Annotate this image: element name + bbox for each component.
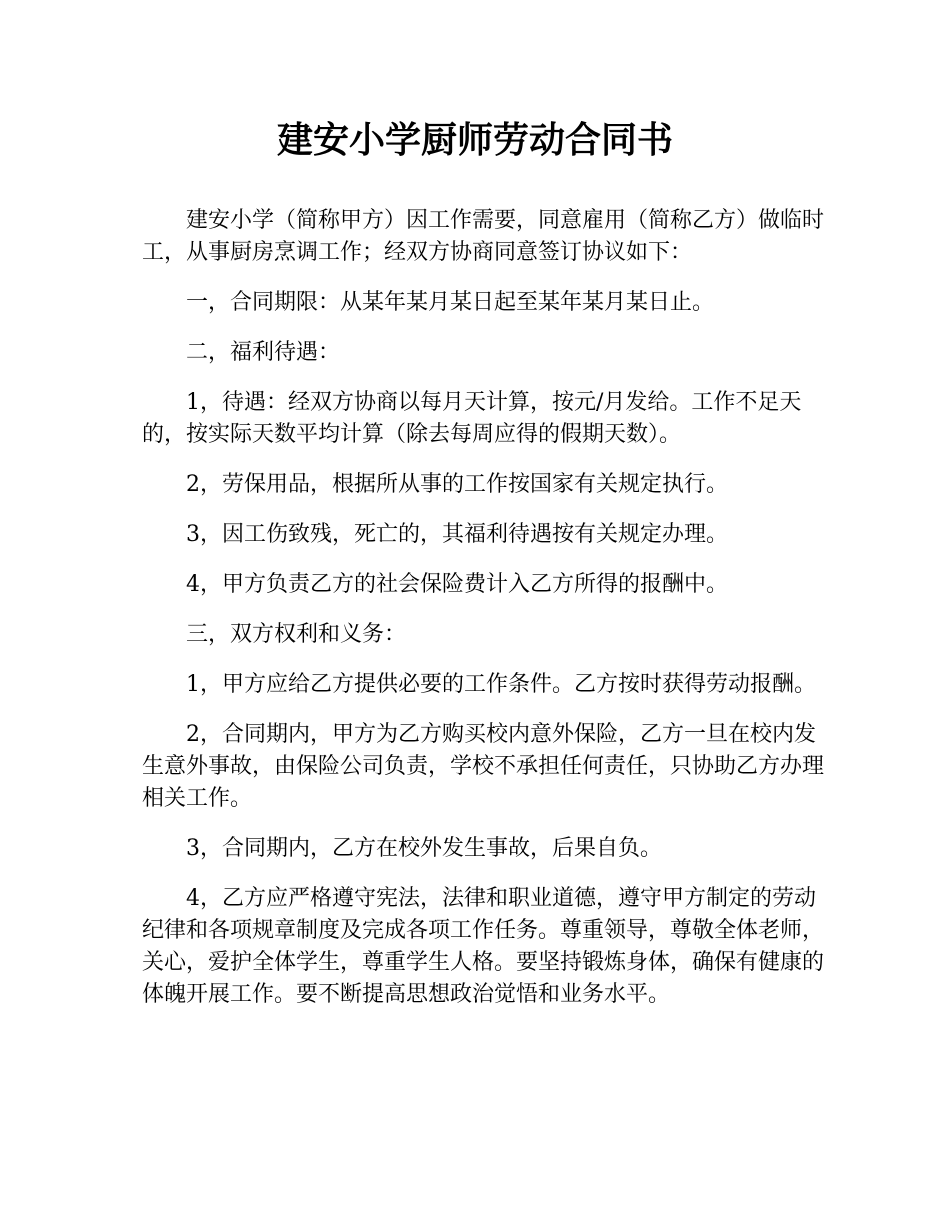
- paragraph-intro: 建安小学（简称甲方）因工作需要，同意雇用（简称乙方）做临时工，从事厨房烹调工作；经双方协商同意签订协议如下：: [142, 208, 825, 265]
- paragraph-rights-4: 4，乙方应严格遵守宪法，法律和职业道德，遵守甲方制定的劳动纪律和各项规章制度及完成各项工作任务。尊重领导，尊敬全体老师，关心，爱护全体学生，尊重学生人格。要坚持锻炼身体，确保有健康的体魄开展工作。要不断提高思想政治觉悟和业务水平。: [142, 886, 825, 1007]
- paragraph-contract-term: 一，合同期限：从某年某月某日起至某年某月某日止。: [186, 290, 715, 315]
- paragraph-rights-2: 2，合同期内，甲方为乙方购买校内意外保险，乙方一旦在校内发生意外事故，由保险公司负责，学校不承担任何责任，只协助乙方办理相关工作。: [142, 722, 825, 811]
- paragraph-rights-3: 3，合同期内，乙方在校外发生事故，后果自负。: [186, 836, 662, 861]
- paragraph-benefits-pay: 1，待遇：经双方协商以每月天计算，按元/月发给。工作不足天的，按实际天数平均计算（除去每周应得的假期天数）。: [142, 390, 802, 447]
- paragraph-benefits-injury: 3，因工伤致残，死亡的，其福利待遇按有关规定办理。: [186, 522, 728, 547]
- paragraph-benefits-insurance: 4，甲方负责乙方的社会保险费计入乙方所得的报酬中。: [186, 572, 728, 597]
- paragraph-rights-1: 1，甲方应给乙方提供必要的工作条件。乙方按时获得劳动报酬。: [186, 672, 816, 697]
- paragraph-rights-heading: 三，双方权利和义务：: [186, 622, 407, 647]
- document-title: 建安小学厨师劳动合同书: [276, 120, 673, 161]
- document-body: [142, 205, 832, 1029]
- paragraph-benefits-heading: 二，福利待遇：: [186, 340, 341, 365]
- paragraph-benefits-protective-gear: 2，劳保用品，根据所从事的工作按国家有关规定执行。: [186, 472, 728, 497]
